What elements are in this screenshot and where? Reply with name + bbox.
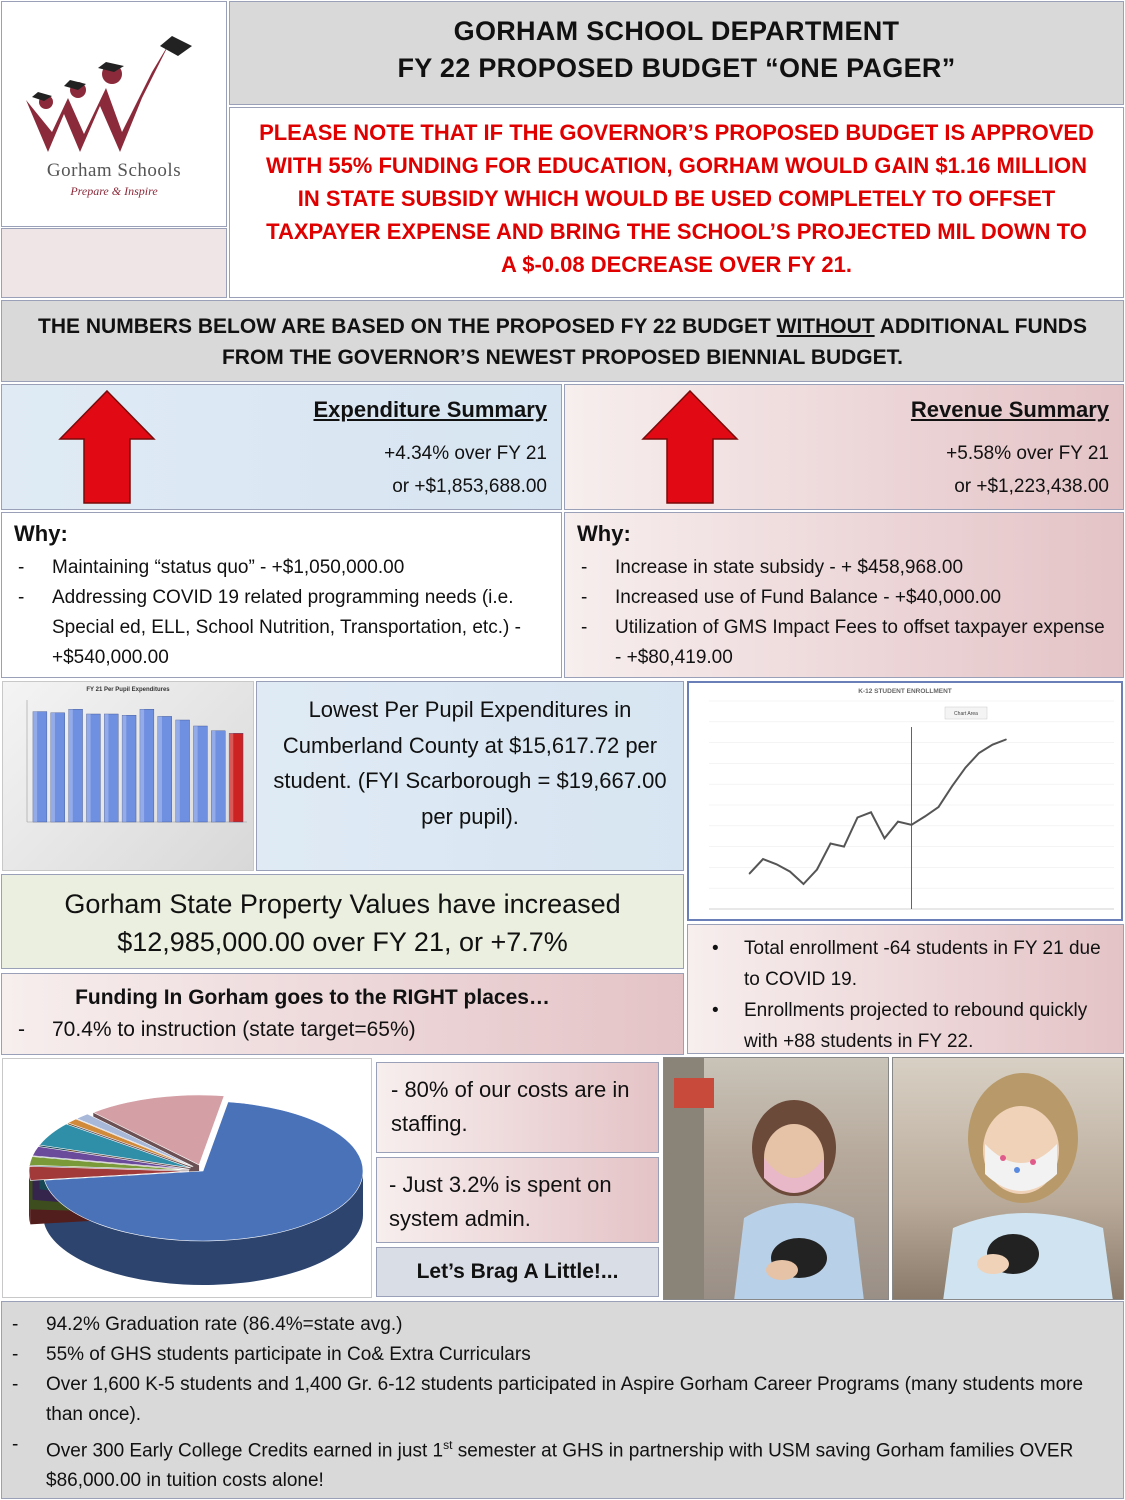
per-pupil-chart xyxy=(2,681,254,871)
bar-highlight xyxy=(140,709,144,822)
bar-highlight xyxy=(122,715,126,822)
data-point xyxy=(938,806,940,808)
data-point xyxy=(924,816,926,818)
expenditure-percent: +4.34% over FY 21 xyxy=(384,443,547,464)
logo-tagline: Prepare & Inspire xyxy=(70,184,158,198)
data-point xyxy=(803,883,805,885)
data-point xyxy=(978,752,980,754)
property-values-line1: Gorham State Property Values have increased xyxy=(64,889,621,919)
per-pupil-callout xyxy=(256,681,684,871)
data-point xyxy=(870,811,872,813)
brag-header xyxy=(376,1247,659,1297)
bar-highlight xyxy=(176,720,180,822)
expenditure-why xyxy=(1,512,562,678)
bar-highlight xyxy=(86,714,90,822)
enrollment-line-chart xyxy=(689,683,1121,919)
budget-basis-text: THE NUMBERS BELOW ARE BASED ON THE PROPOSED FY 22 BUDGET WITHOUT ADDITIONAL FUNDS FROM THE GOVERNOR’S NEWEST PROPOSED BIENNIAL BUDGET. xyxy=(38,315,1087,369)
revenue-reason: - Increased use of Fund Balance - +$40,000.00 xyxy=(567,583,1111,613)
budget-basis-banner xyxy=(1,300,1124,382)
per-pupil-text: Lowest Per Pupil Expenditures in Cumberland County at $15,617.72 per student. (FYI Scarborough = $19,667.00 per pupil). xyxy=(273,697,667,829)
brag-item: - Over 300 Early College Credits earned in just 1st semester at GHS in partnership with USM saving Gorham families OVER $86,000.00 in tuition costs alone! xyxy=(0,1430,1113,1496)
up-arrow-icon xyxy=(58,389,156,505)
student-with-kitten-image xyxy=(893,1058,1124,1300)
funding-pie-chart xyxy=(2,1058,372,1298)
data-point xyxy=(1005,739,1007,741)
data-point xyxy=(951,785,953,787)
data-point xyxy=(843,846,845,848)
brag-title: Let’s Brag A Little!... xyxy=(416,1260,619,1283)
chart-area-label: Chart Area xyxy=(954,711,978,717)
property-values-callout xyxy=(1,874,684,969)
admin-callout xyxy=(376,1157,659,1243)
staffing-text: - 80% of our costs are in staffing. xyxy=(391,1077,630,1136)
bar-highlight xyxy=(229,733,233,822)
bar-highlight xyxy=(69,709,73,822)
bar-highlight xyxy=(33,712,37,822)
admin-text: - Just 3.2% is spent on system admin. xyxy=(389,1172,612,1231)
revenue-title: Revenue Summary xyxy=(910,397,1109,422)
property-values-line2: $12,985,000.00 over FY 21, or +7.7% xyxy=(117,927,568,957)
funding-callout xyxy=(1,973,684,1055)
data-point xyxy=(749,873,751,875)
revenue-reason: - Increase in state subsidy - + $458,968.00 xyxy=(567,553,1111,583)
student-with-kitten-image xyxy=(664,1058,889,1300)
data-point xyxy=(897,821,899,823)
expenditure-why-label: Why: xyxy=(14,521,68,546)
revenue-reason: - Utilization of GMS Impact Fees to offset taxpayer expense - +$80,419.00 xyxy=(567,613,1111,673)
expenditure-title: Expenditure Summary xyxy=(313,397,547,422)
funding-pie xyxy=(3,1059,371,1297)
governor-notice-text: PLEASE NOTE THAT IF THE GOVERNOR’S PROPOSED BUDGET IS APPROVED WITH 55% FUNDING FOR EDUCATION, GORHAM WOULD GAIN $1.16 MILLION IN STATE SUBSIDY WHICH WOULD BE USED COMPLETELY TO OFFSET TAXPAYER EXPENSE AND BRING THE SCHOOL’S PROJECTED MIL DOWN TO A $-0.08 DECREASE OVER FY 21. xyxy=(259,120,1094,277)
revenue-percent: +5.58% over FY 21 xyxy=(946,443,1109,464)
bar-highlight xyxy=(158,716,162,822)
data-point xyxy=(965,767,967,769)
data-point xyxy=(992,744,994,746)
page-header xyxy=(229,1,1124,105)
logo-spacer xyxy=(1,228,227,298)
student-photo-left xyxy=(663,1057,889,1300)
expenditure-summary xyxy=(1,384,562,510)
data-point xyxy=(789,871,791,873)
funding-bullet: - 70.4% to instruction (state target=65%) xyxy=(4,1016,671,1044)
logo-name: Gorham Schools xyxy=(46,160,182,181)
brag-list-panel xyxy=(1,1301,1124,1499)
per-pupil-bar-chart xyxy=(3,682,253,870)
data-point xyxy=(884,837,886,839)
revenue-why xyxy=(564,512,1124,678)
enrollment-note: • Total enrollment -64 students in FY 21 due to COVID 19. xyxy=(696,933,1115,995)
chart-title: FY 21 Per Pupil Expenditures xyxy=(86,687,170,693)
data-point xyxy=(776,863,778,865)
brag-item: - 55% of GHS students participate in Co& Extra Curriculars xyxy=(0,1340,1113,1370)
data-point xyxy=(830,843,832,845)
revenue-summary xyxy=(564,384,1124,510)
enrollment-series-line xyxy=(750,740,1007,885)
logo-panel xyxy=(1,1,227,227)
revenue-amount: or +$1,223,438.00 xyxy=(954,476,1109,497)
enrollment-chart xyxy=(687,681,1123,921)
page-subtitle: FY 22 PROPOSED BUDGET “ONE PAGER” xyxy=(397,53,956,83)
bar-highlight xyxy=(104,714,108,822)
bar-highlight xyxy=(211,731,215,822)
enrollment-note: • Enrollments projected to rebound quickly with +88 students in FY 22. xyxy=(696,995,1115,1057)
funding-title: Funding In Gorham goes to the RIGHT places… xyxy=(75,986,550,1009)
enrollment-notes xyxy=(687,924,1124,1054)
data-point xyxy=(857,817,859,819)
bar-highlight xyxy=(51,713,55,822)
data-point xyxy=(911,824,913,826)
chart-title: K-12 STUDENT ENROLLMENT xyxy=(858,688,952,695)
up-arrow-icon xyxy=(641,389,739,505)
governor-notice xyxy=(229,107,1124,298)
data-point xyxy=(762,858,764,860)
brag-item: - 94.2% Graduation rate (86.4%=state avg.) xyxy=(0,1310,1113,1340)
data-point xyxy=(816,869,818,871)
expenditure-amount: or +$1,853,688.00 xyxy=(392,476,547,497)
revenue-why-label: Why: xyxy=(577,521,631,546)
student-photo-right xyxy=(892,1057,1124,1300)
expenditure-reason: - Addressing COVID 19 related programming needs (i.e. Special ed, ELL, School Nutrition, Transportation, etc.) - +$540,000.00 xyxy=(4,583,549,673)
brag-item: - Over 1,600 K-5 students and 1,400 Gr. 6-12 students participated in Aspire Gorham Career Programs (many students more than once). xyxy=(0,1370,1113,1430)
staffing-callout xyxy=(376,1062,659,1153)
expenditure-reason: - Maintaining “status quo” - +$1,050,000.00 xyxy=(4,553,549,583)
page-title: GORHAM SCHOOL DEPARTMENT xyxy=(453,16,900,46)
bar-highlight xyxy=(193,726,197,822)
